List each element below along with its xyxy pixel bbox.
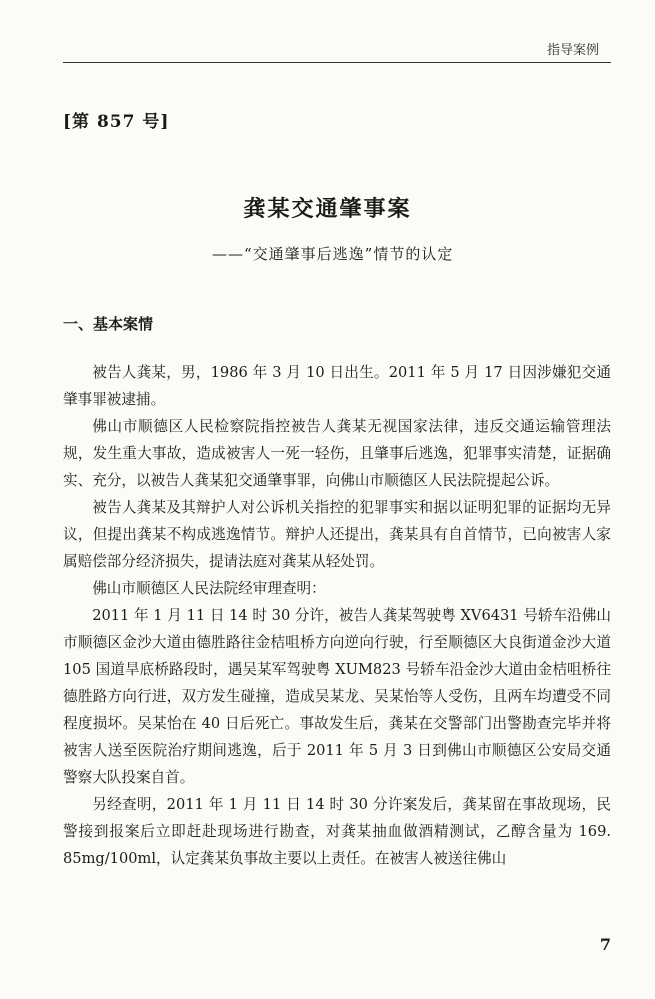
- body-text: [63, 359, 611, 872]
- paragraph: 佛山市顺德区人民检察院指控被告人龚某无视国家法律，违反交通运输管理法规，发生重大事故，造成被害人一死一轻伤，且肇事后逃逸，犯罪事实清楚，证据确实、充分，以被告人龚某犯交通肇事罪，向佛山市顺德区人民法院提起公诉。: [63, 418, 611, 489]
- case-subtitle: ——“交通肇事后逃逸”情节的认定: [212, 245, 454, 263]
- paragraph: 另经查明，2011 年 1 月 11 日 14 时 30 分许案发后，龚某留在事故现场，民警接到报案后立即赶赴现场进行勘查，对龚某抽血做酒精测试，乙醇含量为 169. 85mg/100ml，认定龚某负事故主要以上责任。在被害人被送往佛山: [63, 796, 611, 867]
- paragraph: 被告人龚某及其辩护人对公诉机关指控的犯罪事实和据以证明犯罪的证据均无异议，但提出龚某不构成逃逸情节。辩护人还提出，龚某具有自首情节，已向被害人家属赔偿部分经济损失，提请法庭对龚某从轻处罚。: [63, 499, 611, 570]
- case-title: 龚某交通肇事案: [243, 196, 412, 222]
- paragraph: 佛山市顺德区人民法院经审理查明：: [92, 580, 326, 597]
- paragraph: 被告人龚某，男，1986 年 3 月 10 日出生。2011 年 5 月 17 日因涉嫌犯交通肇事罪被逮捕。: [63, 364, 611, 408]
- paragraph: 2011 年 1 月 11 日 14 时 30 分许，被告人龚某驾驶粤 XV6431 号轿车沿佛山市顺德区金沙大道由德胜路往金桔咀桥方向逆向行驶，行至顺德区大良街道金沙大道 105 国道旱底桥路段时，遇吴某军驾驶粤 XUM823 号轿车沿金沙大道由金桔咀桥往德胜路方向行进，双方发生碰撞，造成吴某龙、吴某怡等人受伤，且两车均遭受不同程度损坏。吴某怡在 40 日后死亡。事故发生后，龚某在交警部门出警勘查完毕并将被害人送至医院治疗期间逃逸，后于 2011 年 5 月 3 日到佛山市顺德区公安局交通警察大队投案自首。: [63, 607, 611, 786]
- header-divider: [63, 62, 611, 63]
- case-number: [第 857 号]: [63, 112, 170, 132]
- running-header-label: 指导案例: [546, 43, 599, 58]
- section-heading: 一、基本案情: [63, 315, 154, 333]
- page-number: 7: [599, 935, 611, 954]
